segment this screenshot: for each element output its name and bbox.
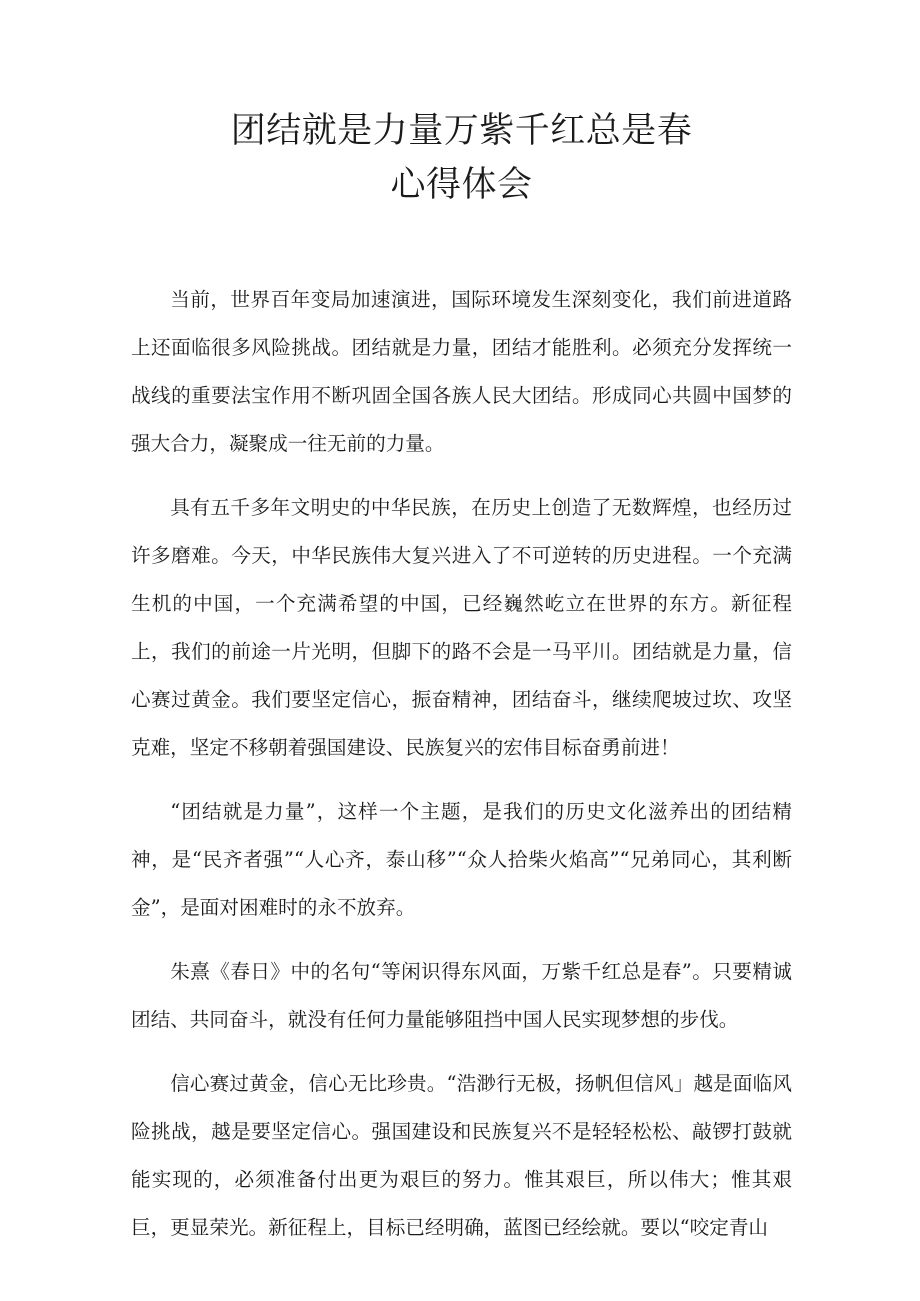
paragraph-5: 信心赛过黄金，信心无比珍贵。“浩渺行无极，扬帆但信风」越是面临风险挑战，越是要坚定信心。强国建设和民族复兴不是轻轻松松、敲锣打鼓就能实现的，必须准备付出更为艰巨的努力。惟其艰巨，所以伟大；惟其艰巨，更显荣光。新征程上，目标已经明确，蓝图已经绘就。要以“咬定青山 (131, 1072, 792, 1239)
paragraph-2: 具有五千多年文明史的中华民族，在历史上创造了无数辉煌，也经历过许多磨难。今天，中华民族伟大复兴进入了不可逆转的历史进程。一个充满生机的中国，一个充满希望的中国，已经巍然屹立在世界的东方。新征程上，我们的前途一片光明，但脚下的路不会是一马平川。团结就是力量，信心赛过黄金。我们要坚定信心，振奋精神，团结奋斗，继续爬坡过坎、攻坚克难，坚定不移朝着强国建设、民族复兴的宏伟目标奋勇前进！ (131, 496, 792, 759)
document-body (131, 276, 792, 1252)
title-line-1: 团结就是力量万紫千红总是春 (230, 111, 693, 151)
title-line-2: 心得体会 (390, 165, 533, 205)
paragraph-1: 当前，世界百年变局加速演进，国际环境发生深刻变化，我们前进道路上还面临很多风险挑战。团结就是力量，团结才能胜利。必须充分发挥统一战线的重要法宝作用不断巩固全国各族人民大团结。形成同心共圆中国梦的强大合力，凝聚成一往无前的力量。 (131, 288, 792, 455)
paragraph-4: 朱熹《春日》中的名句“等闲识得东风面，万紫千红总是春”。只要精诚团结、共同奋斗，就没有任何力量能够阻挡中国人民实现梦想的步伐。 (131, 960, 792, 1031)
document-title (131, 104, 792, 212)
paragraph-3: “团结就是力量”，这样一个主题，是我们的历史文化滋养出的团结精神，是“民齐者强”“人心齐，泰山移”“众人拾柴火焰高”“兄弟同心，其利断金”，是面对困难时的永不放弃。 (131, 800, 792, 919)
